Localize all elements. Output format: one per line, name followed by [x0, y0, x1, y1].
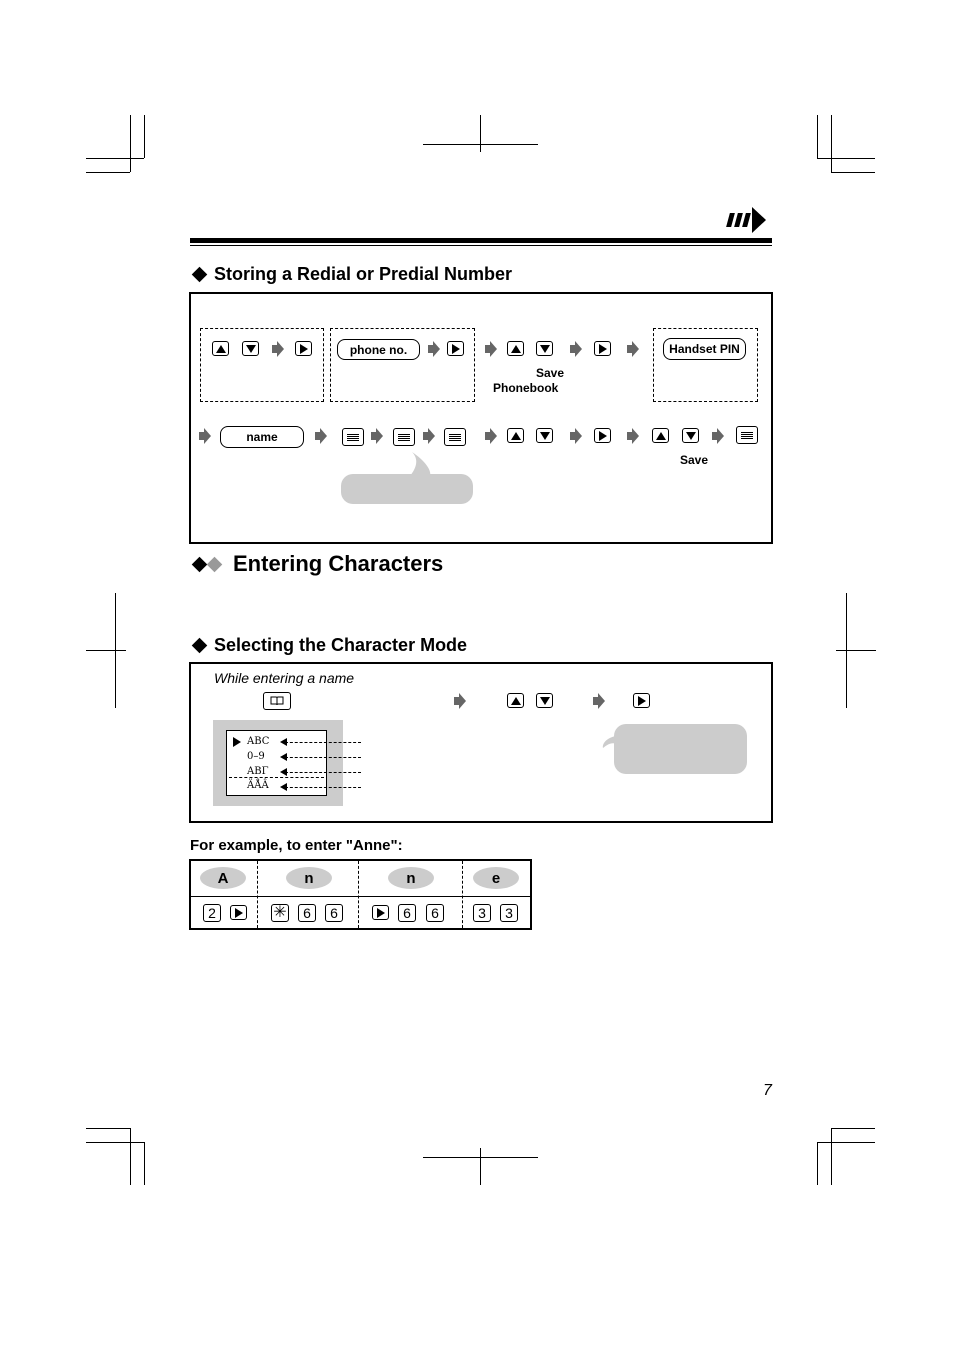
crop-mark	[144, 115, 145, 158]
crop-mark	[817, 1142, 875, 1143]
section-title: Selecting the Character Mode	[214, 635, 468, 655]
step-group-1	[200, 328, 324, 402]
speech-bubble-icon	[600, 722, 750, 776]
step-arrow-icon	[485, 428, 497, 444]
down-key-icon	[536, 428, 553, 443]
lcd-row: 0–9	[247, 751, 265, 762]
right-key-icon	[295, 341, 312, 356]
step-arrow-icon	[199, 428, 211, 444]
down-key-icon	[536, 693, 553, 708]
number-key-3: 3	[500, 904, 518, 922]
step-arrow-icon	[627, 428, 639, 444]
step-arrow-icon	[315, 428, 327, 444]
row-divider	[191, 896, 530, 897]
phonebook-label: Phonebook	[493, 381, 559, 395]
step-arrow-icon	[423, 428, 435, 444]
section-heading-storing	[190, 264, 512, 285]
number-key-2: 2	[203, 904, 221, 922]
crop-mark	[86, 1128, 130, 1129]
number-key-3: 3	[473, 904, 491, 922]
crop-mark	[817, 115, 818, 158]
crop-mark	[130, 1128, 131, 1185]
example-table	[189, 859, 532, 930]
crop-mark	[831, 115, 832, 172]
phonebook-key-icon	[263, 692, 291, 710]
crop-mark	[817, 1142, 818, 1185]
diamond-bullet-icon	[192, 556, 208, 572]
page-number: 7	[763, 1082, 772, 1099]
save-label: Save	[680, 453, 709, 467]
step-arrow-icon	[272, 341, 284, 357]
crop-mark	[817, 158, 875, 159]
step-arrow-icon	[570, 428, 582, 444]
number-key-6: 6	[298, 904, 316, 922]
number-key-6: 6	[325, 904, 343, 922]
up-key-icon	[507, 693, 524, 708]
menu-key-icon	[736, 426, 758, 444]
right-key-icon	[594, 341, 611, 356]
down-key-icon	[536, 341, 553, 356]
pointer-line	[285, 772, 361, 773]
pointer-line	[285, 742, 361, 743]
right-key-icon	[594, 428, 611, 443]
step-arrow-icon	[570, 341, 582, 357]
menu-key-icon	[393, 428, 415, 446]
step-arrow-icon	[371, 428, 383, 444]
pointer-line	[285, 757, 361, 758]
crop-mark	[480, 115, 481, 152]
crop-mark	[86, 172, 130, 173]
letter-oval: A	[200, 867, 246, 889]
cursor-icon	[233, 737, 241, 747]
crop-mark	[423, 144, 538, 145]
crop-mark	[480, 1148, 481, 1185]
section-title: Entering Characters	[233, 551, 444, 576]
speech-bubble-icon	[340, 452, 475, 506]
save-label: Save	[536, 366, 565, 380]
section-heading-mode	[190, 635, 467, 656]
header-rule	[190, 238, 772, 243]
step-arrow-icon	[712, 428, 724, 444]
crop-mark	[144, 1142, 145, 1185]
right-key-icon	[633, 693, 650, 708]
example-caption: For example, to enter "Anne":	[190, 837, 403, 854]
handset-pin-field: Handset PIN	[663, 338, 746, 360]
up-key-icon	[652, 428, 669, 443]
step-arrow-icon	[627, 341, 639, 357]
down-key-icon	[682, 428, 699, 443]
pointer-arrowheads-icon	[280, 737, 288, 793]
crop-mark	[836, 650, 876, 651]
while-entering-label: While entering a name	[214, 670, 355, 686]
crop-mark	[831, 172, 875, 173]
crop-mark	[423, 1157, 538, 1158]
section-heading-entering	[190, 551, 443, 577]
star-key-icon: ✳	[271, 904, 289, 922]
diamond-bullet-icon	[207, 556, 223, 572]
step-arrow-icon	[454, 693, 466, 709]
letter-oval: n	[286, 867, 332, 889]
crop-mark	[831, 1128, 832, 1185]
step-arrow-icon	[428, 341, 440, 357]
lcd-row: ABC	[247, 736, 270, 747]
crop-mark	[831, 1128, 875, 1129]
diamond-bullet-icon	[192, 267, 208, 283]
menu-key-icon	[444, 428, 466, 446]
next-page-arrow-icon	[728, 207, 766, 233]
letter-oval: n	[388, 867, 434, 889]
right-key-icon	[230, 905, 247, 920]
up-key-icon	[507, 428, 524, 443]
up-key-icon	[507, 341, 524, 356]
diamond-bullet-icon	[192, 638, 208, 654]
phone-no-field: phone no.	[337, 339, 420, 360]
name-field: name	[220, 426, 304, 448]
menu-key-icon	[342, 428, 364, 446]
pointer-line	[285, 787, 361, 788]
lcd-divider	[229, 777, 324, 778]
lcd-row: ÄÅÂ	[247, 780, 269, 791]
letter-oval: e	[473, 867, 519, 889]
step-arrow-icon	[593, 693, 605, 709]
section-title: Storing a Redial or Predial Number	[214, 264, 513, 284]
step-arrow-icon	[485, 341, 497, 357]
number-key-6: 6	[398, 904, 416, 922]
crop-mark	[130, 115, 131, 172]
number-key-6: 6	[426, 904, 444, 922]
crop-mark	[86, 1142, 144, 1143]
header-rule-thin	[190, 245, 772, 246]
right-key-icon	[447, 341, 464, 356]
up-key-icon	[212, 341, 229, 356]
lcd-row: ΑΒΓ	[247, 766, 269, 777]
crop-mark	[86, 650, 126, 651]
crop-mark	[86, 158, 144, 159]
down-key-icon	[242, 341, 259, 356]
right-key-icon	[372, 905, 389, 920]
